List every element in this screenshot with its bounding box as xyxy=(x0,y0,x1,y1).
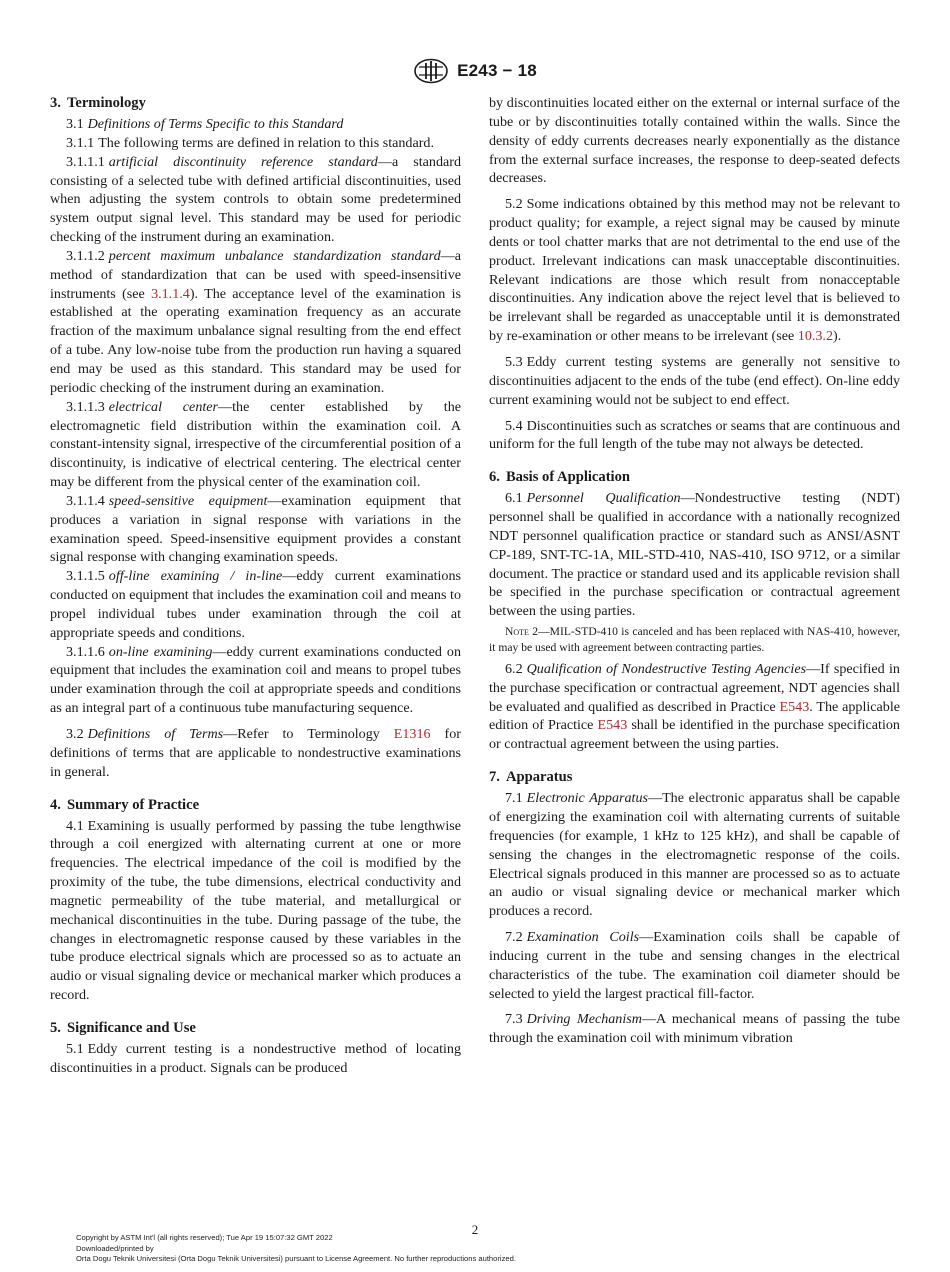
right-column xyxy=(489,94,900,1048)
paragraph-3-1-1-2: 3.1.1.2 percent maximum unbalance standardization standard—a method of standardization that can be used with speed-insensitive instruments (see 3.1.1.4). The acceptance level of the examination is established at the operating examination frequency as an accurate fraction of the maximum unbalance signal resulting from the end effect of a tube. Any low-noise tube from the production run having a squared end may be used as this standard. This standard may be used for periodic checking of the instrument during an examination. xyxy=(50,247,461,396)
ref-link-e1316[interactable]: E1316 xyxy=(393,726,431,742)
paragraph-3-1-1: 3.1.1 The following terms are defined in relation to this standard. xyxy=(66,134,434,151)
ref-link-e543[interactable]: E543 xyxy=(597,717,628,734)
paragraph-5-2: 5.2 Some indications obtained by this method may not be relevant to product quality; for example, a reject signal may be caused by minute dents or tool chatter marks that are not detrimental to the end use of the product. Irrelevant indications can mask unacceptable discontinuities. Relevant indications are those which result from nonacceptable discontinuities. Any indication above the reject level that is believed to be irrelevant shall be regarded as unacceptable until it is demonstrated by re-examination or other means to be irrelevant (see 10.3.2). xyxy=(489,196,900,345)
footer-line: Downloaded/printed by xyxy=(76,1243,154,1253)
standard-designation: E243 − 18 xyxy=(457,61,537,80)
paragraph-3-1-1-3: 3.1.1.3 electrical center—the center established by the electromagnetic field distribution within the examination coil. A constant-intensity signal, irrespective of the circumferential position of a discontinuity, is indicative of electrical centering. The electrical center may be different from the physical center of the examination coil. xyxy=(50,398,461,491)
paragraph-4-1: 4.1 Examining is usually performed by passing the tube lengthwise through a coil energized with alternating current at one or more frequencies. The electrical impedance of the coil is modified by the proximity of the tube, the tube dimensions, electrical conductivity and magnetic permeability of the tube material, and metallurgical or mechanical discontinuities in the tube. During passage of the tube, the changes in electromagnetic response caused by these variables in the tube produce electrical signals which are processed so as to actuate an audio or visual signaling device or mechanical marker which produces a record. xyxy=(50,817,461,1004)
paragraph-5-1-continued: by discontinuities located either on the external or internal surface of the tube or by discontinuities totally contained within the walls. Since the density of eddy currents decreases nearly exponentially as the distance from the external surface increases, the response to deep-seated defects decreases. xyxy=(489,95,900,187)
paragraph-7-3: 7.3 Driving Mechanism—A mechanical means of passing the tube through the examination coil with minimum vibration xyxy=(489,1011,901,1047)
paragraph-3-1-1-6: 3.1.1.6 on-line examining—eddy current examinations conducted on equipment that includes the examination coil and means to propel tubes under examination through the coil at appropriate speeds and conditions as an integral part of a continuous tube manufacturing sequence. xyxy=(50,643,461,717)
paragraph-3-1-1-1: 3.1.1.1 artificial discontinuity reference standard—a standard consisting of a selected tube with defined artificial discontinuities, used when adjusting the system controls to obtain some predetermined system output signal level. This standard may be used for periodic checking of the instrument during an examination. xyxy=(50,153,461,246)
paragraph-5-1: 5.1 Eddy current testing is a nondestructive method of locating discontinuities in a product. Signals can be produced xyxy=(50,1040,461,1076)
footer-line: Orta Dogu Teknik Universitesi (Orta Dogu Teknik Universitesi) pursuant to License Agreement. No further reproductions authorized. xyxy=(76,1254,516,1264)
astm-logo-icon xyxy=(413,58,449,84)
ref-link-e543[interactable]: E543 xyxy=(779,698,810,715)
note-2: Note 2—MIL-STD-410 is canceled and has been replaced with NAS-410, however, it may be used with agreement between contracting parties. xyxy=(489,625,900,654)
paragraph-3-1: 3.1 Definitions of Terms Specific to this Standard xyxy=(66,116,344,132)
section-heading: 7. Apparatus xyxy=(489,769,573,786)
paragraph-5-4: 5.4 Discontinuities such as scratches or seams that are continuous and uniform for the full length of the tube may not always be detected. xyxy=(489,417,900,453)
paragraph-3-1-1-4: 3.1.1.4 speed-sensitive equipment—examination equipment that produces a variation in signal response with variations in the examination speed. Speed-insensitive equipment provides a constant signal response with changing examination speeds. xyxy=(50,492,462,566)
paragraph-6-1: 6.1 Personnel Qualification—Nondestructive testing (NDT) personnel shall be qualified in accordance with a nationally recognized NDT personnel qualification practice or standard such as ANSI/ASNT CP-189, SNT-TC-1A, MIL-STD-410, NAS-410, ISO 9712, or a similar document. The practice or standard used and its applicable revision shall be specified in the purchase specification or contractual agreement between the using parties. xyxy=(489,490,900,620)
section-heading: 3. Terminology xyxy=(50,95,146,111)
ref-link-3-1-1-4[interactable]: 3.1.1.4 xyxy=(151,285,190,302)
paragraph-7-2: 7.2 Examination Coils—Examination coils shall be capable of inducing current in the tube and sensing changes in the electrical characteristics of the tube. The examination coil diameter should be selected to yield the largest practical fill-factor. xyxy=(489,929,900,1002)
paragraph-6-2: 6.2 Qualification of Nondestructive Testing Agencies—If specified in the purchase specification or contractual agreement, NDT agencies shall be evaluated and qualified as described in Practice E543. The applicable edition of Practice E543 shall be identified in the purchase specification or contractual agreement between the using parties. xyxy=(489,660,901,753)
section-heading: 5. Significance and Use xyxy=(50,1019,196,1036)
section-heading: 4. Summary of Practice xyxy=(50,796,200,813)
paragraph-3-2: 3.2 Definitions of Terms—Refer to Terminology E1316 for definitions of terms that are applicable to nondestructive examinations in general. xyxy=(50,726,461,780)
ref-link-10-3-2[interactable]: 10.3.2 xyxy=(797,328,833,345)
page-header xyxy=(0,58,950,84)
copyright-footer xyxy=(76,1233,516,1265)
paragraph-7-1: 7.1 Electronic Apparatus—The electronic apparatus shall be capable of energizing the examination coil with alternating currents of suitable frequencies (for example, 1 kHz to 125 kHz), and shall be capable of sensing the changes in the electromagnetic response of the coils. Electrical signals produced in this manner are processed so as to actuate an audio or visual signaling device or mechanical marker which produces a record. xyxy=(489,790,900,920)
section-heading: 6. Basis of Application xyxy=(489,469,631,486)
footer-line: Copyright by ASTM Int'l (all rights reserved); Tue Apr 19 15:07:32 GMT 2022 xyxy=(76,1233,333,1242)
left-column xyxy=(50,94,461,1078)
paragraph-5-3: 5.3 Eddy current testing systems are generally not sensitive to discontinuities adjacent to the ends of the tube (end effect). On-line eddy current examining would not be subject to end effect. xyxy=(489,353,900,408)
paragraph-3-1-1-5: 3.1.1.5 off-line examining / in-line—eddy current examinations conducted on equipment that includes the examination coil and means to propel individual tubes under examination through the coil at appropriate speeds and conditions. xyxy=(50,568,461,641)
page-number: 2 xyxy=(471,1222,479,1237)
